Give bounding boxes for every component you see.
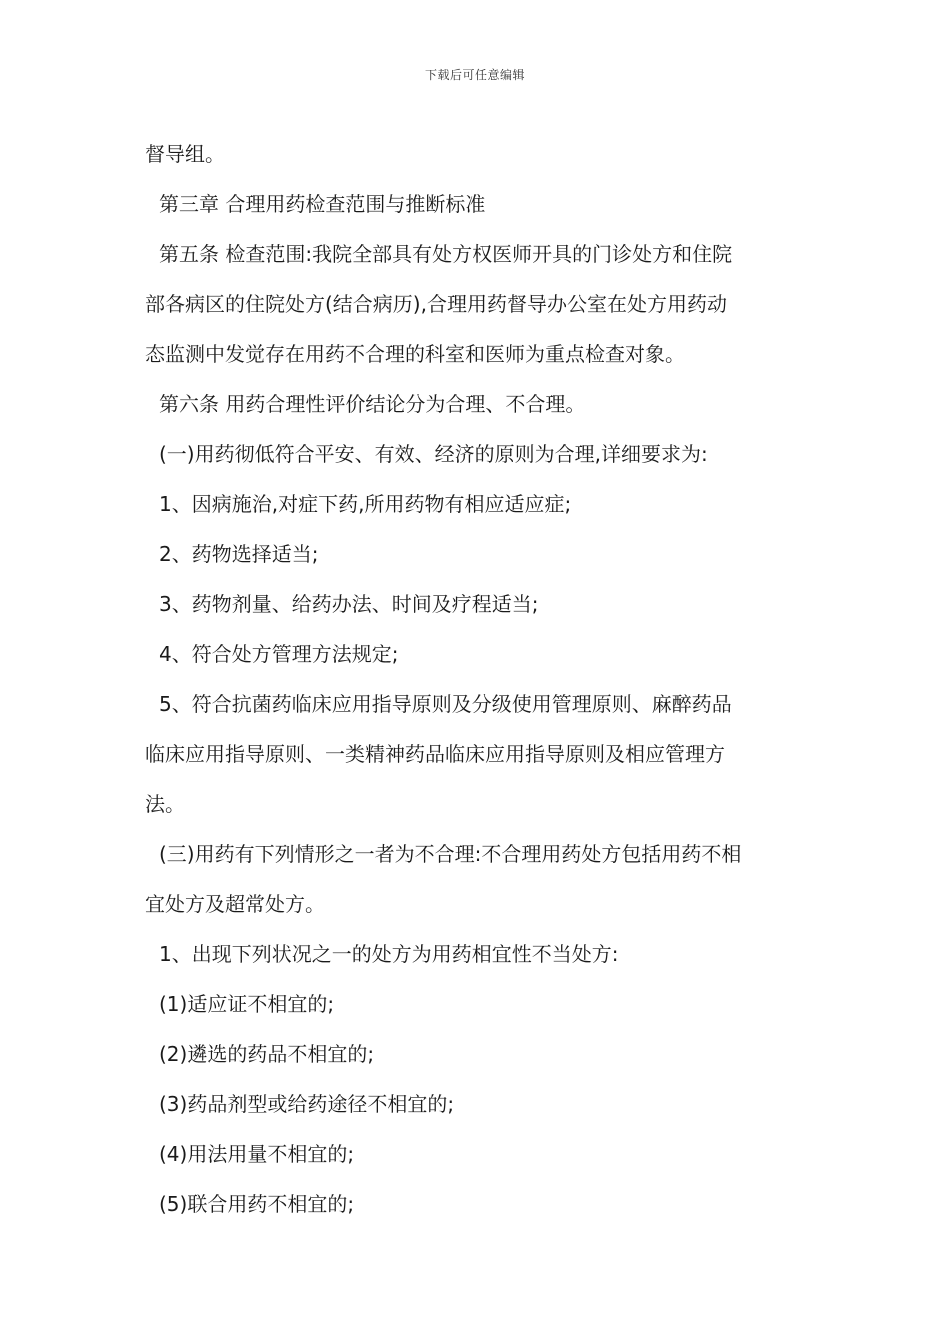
text-line: 宜处方及超常处方。	[145, 892, 325, 916]
text-line: 临床应用指导原则、一类精神药品临床应用指导原则及相应管理方	[145, 742, 725, 766]
text-line: 督导组。	[145, 142, 225, 166]
text-line: 第六条 用药合理性评价结论分为合理、不合理。	[159, 392, 586, 416]
page-header-note: 下载后可任意编辑	[424, 68, 525, 82]
text-line: 第五条 检查范围:我院全部具有处方权医师开具的门诊处方和住院	[159, 242, 733, 266]
list-item: (2)遴选的药品不相宜的;	[159, 1042, 375, 1066]
list-item: 1、因病施治,对症下药,所用药物有相应适应症;	[159, 492, 572, 516]
list-item: 1、出现下列状况之一的处方为用药相宜性不当处方:	[159, 942, 619, 966]
list-item: (3)药品剂型或给药途径不相宜的;	[159, 1092, 455, 1116]
list-item: (1)适应证不相宜的;	[159, 992, 335, 1016]
list-item: (4)用法用量不相宜的;	[159, 1142, 355, 1166]
document-body	[145, 129, 810, 1229]
text-line: 态监测中发觉存在用药不合理的科室和医师为重点检查对象。	[145, 342, 685, 366]
text-line: 部各病区的住院处方(结合病历),合理用药督导办公室在处方用药动	[145, 292, 727, 316]
text-line: (一)用药彻低符合平安、有效、经济的原则为合理,详细要求为:	[159, 442, 708, 466]
list-item: (5)联合用药不相宜的;	[159, 1192, 355, 1216]
list-item: 2、药物选择适当;	[159, 542, 319, 566]
list-item: 5、符合抗菌药临床应用指导原则及分级使用管理原则、麻醉药品	[159, 692, 732, 716]
chapter-heading: 第三章 合理用药检查范围与推断标准	[159, 192, 486, 216]
list-item: 3、药物剂量、给药办法、时间及疗程适当;	[159, 592, 539, 616]
text-line: (三)用药有下列情形之一者为不合理:不合理用药处方包括用药不相	[159, 842, 742, 866]
list-item: 4、符合处方管理方法规定;	[159, 642, 399, 666]
text-line: 法。	[145, 792, 185, 816]
